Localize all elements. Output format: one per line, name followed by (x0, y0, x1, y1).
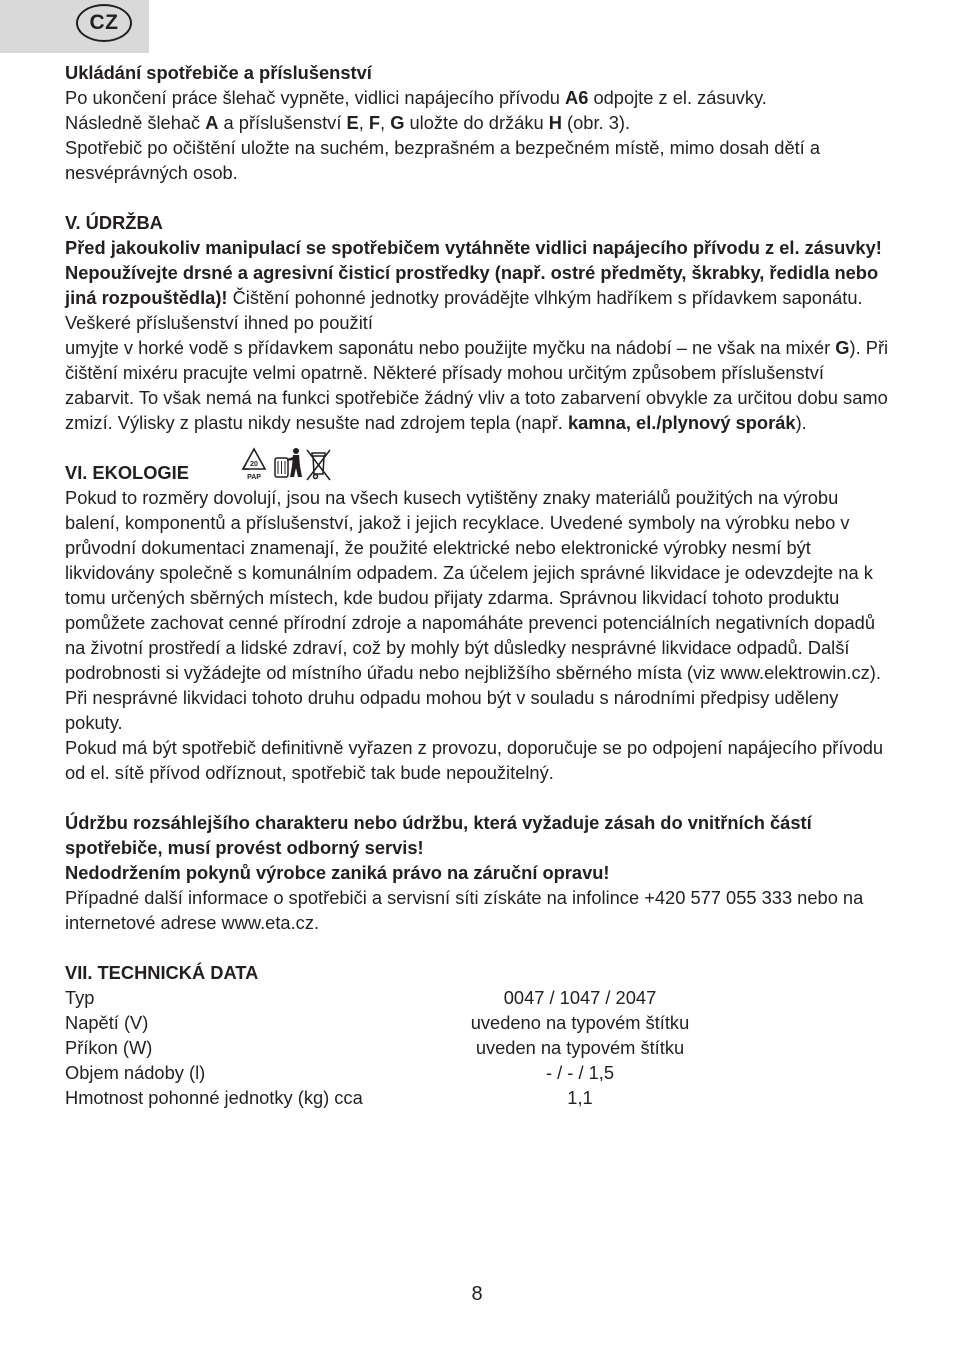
spec-value: uvedeno na typovém štítku (470, 1012, 690, 1033)
spacer (65, 185, 895, 210)
warranty-warning: Nedodržením pokynů výrobce zaniká právo na záruční opravu! (65, 862, 610, 883)
maintenance-warning: Před jakoukoliv manipulací se spotřebičem vytáhněte vidlici napájecího přívodu z el. zásuvky! Nepoužívejte drsné a agresivní čisticí prostředky (např. ostré předměty, škrabky, ředidla nebo jiná rozpouštědla)! (65, 237, 882, 308)
table-row (65, 985, 895, 1010)
language-badge: CZ (76, 4, 132, 42)
ecology-text-3: Pokud má být spotřebič definitivně vyřazen z provozu, doporučuje se po odpojení napájecího přívodu od el. sítě přívod odříznout, spotřebič tak bude nepoužitelný. (65, 737, 884, 783)
recycle-number: 20 (250, 461, 258, 468)
storage-line-3: Spotřebič po očištění uložte na suchém, bezprašném a bezpečném místě, mimo dosah dětí a nesvéprávných osob. (65, 137, 821, 183)
storage-section (65, 60, 895, 185)
spec-value: 0047 / 1047 / 2047 (503, 987, 657, 1008)
technical-section (65, 960, 895, 1110)
spec-value: - / - / 1,5 (545, 1062, 615, 1083)
recycling-symbols (241, 447, 333, 483)
crossed-bin-icon (307, 450, 330, 480)
spec-label: Příkon (W) (65, 1037, 153, 1058)
table-row (65, 1085, 895, 1110)
spec-value: uveden na typovém štítku (475, 1037, 685, 1058)
technical-title: VII. TECHNICKÁ DATA (65, 962, 259, 983)
spec-label: Napětí (V) (65, 1012, 149, 1033)
recycle-code: PAP (247, 474, 261, 481)
ecology-title: VI. EKOLOGIE (65, 462, 189, 483)
spec-value: 1,1 (567, 1087, 593, 1108)
table-row (65, 1060, 895, 1085)
table-row (65, 1010, 895, 1035)
storage-title: Ukládání spotřebiče a příslušenství (65, 62, 372, 83)
maintenance-text: Před jakoukoliv manipulací se spotřebičem vytáhněte vidlici napájecího přívodu z el. zásuvky! Nepoužívejte drsné a agresivní čisticí prostředky (např. ostré předměty, škrabky, ředidla nebo jiná rozpouštědla)! Čištění pohonné jednotky provádějte vlhkým hadříkem s přídavkem saponátu. Veškeré příslušenství ihned po použití umyjte v horké vodě s přídavkem saponátu nebo použijte myčku na nádobí – ne však na mixér G). Při čištění mixéru pracujte velmi opatrně. Některé přísady mohou určitým způsobem příslušenství zabarvit. To však nemá na funkci spotřebiče žádný vliv a toto zabarvení obvykle za určitou dobu samo zmizí. Výlisky z plastu nikdy nesušte nad zdrojem tepla (např. kamna, el./plynový sporák). (65, 237, 889, 433)
service-section (65, 810, 895, 935)
service-info: Případné další informace o spotřebiči a servisní síti získáte na infolince +420 577 055 333 nebo na internetové adrese www.eta.cz. (65, 887, 864, 933)
spec-label: Objem nádoby (l) (65, 1062, 206, 1083)
ecology-text-1: Pokud to rozměry dovolují, jsou na všech kusech vytištěny znaky materiálů použitých na výrobu balení, komponentů a příslušenství, jakož i jejich recyklace. Uvedené symboly na výrobku nebo v průvodní dokumentaci znamenají, že použité elektrické nebo elektronické výrobky nesmí být likvidovány společně s komunálním odpadem. Za účelem jejich správné likvidace je odevzdejte na k tomu určených sběrných místech, kde budou přijaty zdarma. Správnou likvidací tohoto produktu pomůžete zachovat cenné přírodní zdroje a napomáháte prevenci potenciálních negativních dopadů na životní prostředí a lidské zdraví, což by mohly být důsledky nesprávné likvidace odpadů. Další podrobnosti si vyžádejte od místního úřadu nebo nejbližšího sběrného místa (viz www.elektrowin.cz). (65, 487, 881, 683)
tidyman-icon (275, 448, 302, 477)
maintenance-title: V. ÚDRŽBA (65, 212, 163, 233)
storage-line-2: Následně šlehač A a příslušenství E, F, G uložte do držáku H (obr. 3). (65, 112, 631, 133)
ecology-text-2: Při nesprávné likvidaci tohoto druhu odpadu mohou být v souladu s národními předpisy uděleny pokuty. (65, 687, 839, 733)
page-number: 8 (471, 1283, 483, 1305)
technical-data-table (65, 985, 895, 1110)
spacer (65, 785, 895, 810)
storage-line-1: Po ukončení práce šlehač vypněte, vidlici napájecího přívodu A6 odpojte z el. zásuvky. (65, 87, 767, 108)
language-tab (0, 0, 149, 53)
spec-label: Typ (65, 987, 95, 1008)
manual-page-content (65, 60, 895, 1110)
ecology-heading-row (65, 460, 895, 485)
ecology-section (65, 460, 895, 785)
maintenance-section (65, 210, 895, 435)
service-warning: Údržbu rozsáhlejšího charakteru nebo údržbu, která vyžaduje zásah do vnitřních částí spotřebiče, musí provést odborný servis! (65, 812, 812, 858)
spec-label: Hmotnost pohonné jednotky (kg) cca (65, 1087, 363, 1108)
spacer (65, 435, 895, 460)
spacer (65, 935, 895, 960)
table-row (65, 1035, 895, 1060)
